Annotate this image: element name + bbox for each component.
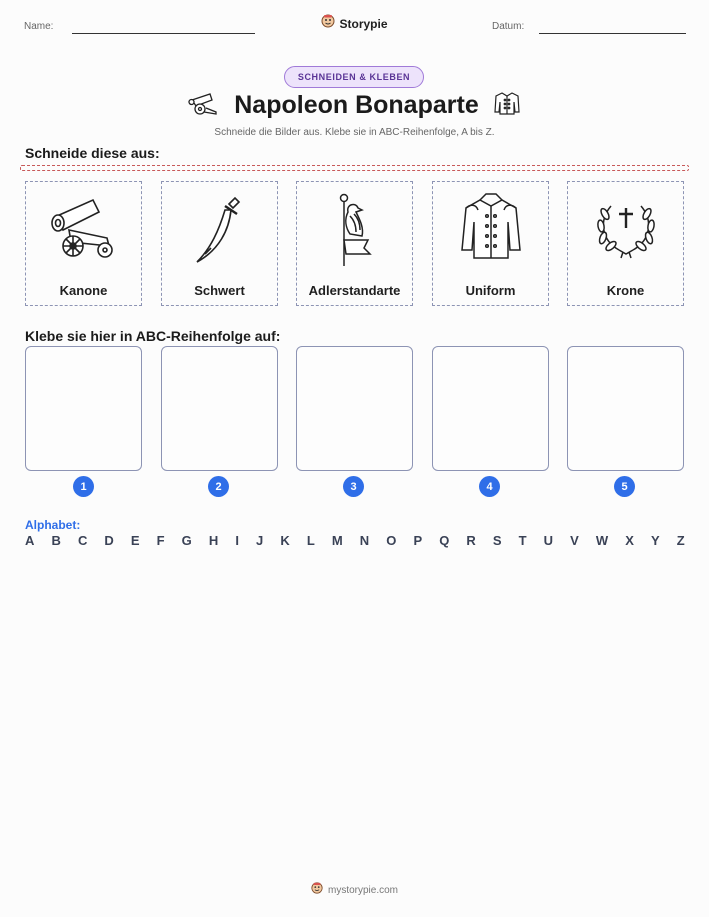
alphabet-letter: T [518,533,527,548]
cut-card-krone[interactable] [567,181,684,306]
alphabet-letter: M [331,533,343,548]
alphabet-letter: W [595,533,609,548]
footer-site-link[interactable]: mystorypie.com [327,884,398,896]
card-label: Krone [606,283,645,298]
alphabet-letter: E [130,533,140,548]
paste-box-3[interactable] [296,346,413,471]
cut-line [20,165,689,171]
alphabet-letter: F [156,533,165,548]
alphabet-letter: I [235,533,239,548]
alphabet-letter: B [51,533,61,548]
alphabet-letter: R [466,533,476,548]
title-row [0,90,709,121]
card-label: Uniform [465,283,516,298]
card-label: Schwert [194,283,245,298]
alphabet-letter: C [77,533,88,548]
card-label: Kanone [59,283,108,298]
alphabet-letter: L [306,533,315,548]
slot-number-4: 4 [479,476,500,497]
alphabet-letter: Y [650,533,660,548]
alphabet-letter: Z [676,533,685,548]
cannon-icon [188,90,220,121]
name-line[interactable] [72,33,255,34]
footer [0,881,709,899]
slot-number-3: 3 [343,476,364,497]
alphabet-letter: P [413,533,423,548]
alphabet-letter: N [359,533,370,548]
name-label: Name: [24,21,54,32]
alphabet-label: Alphabet: [25,518,81,532]
alphabet-letter: H [208,533,219,548]
cut-heading: Schneide diese aus: [25,145,160,161]
eagle-standard-icon [320,190,390,270]
paste-box-4[interactable] [432,346,549,471]
alphabet-row [25,533,685,548]
cut-card-adlerstandarte[interactable] [296,181,413,306]
slot-number-5: 5 [614,476,635,497]
paste-box-1[interactable] [25,346,142,471]
paste-box-2[interactable] [161,346,278,471]
storypie-logo-icon [321,14,335,33]
alphabet-letter: G [181,533,192,548]
brand [0,14,709,33]
brand-name: Storypie [339,16,388,31]
page-title: Napoleon Bonaparte [234,91,479,119]
storypie-logo-icon [311,881,323,899]
instructions: Schneide die Bilder aus. Klebe sie in ABC-Reihenfolge, A bis Z. [214,127,495,138]
uniform-icon [456,190,526,270]
date-line[interactable] [539,33,686,34]
paste-heading: Klebe sie hier in ABC-Reihenfolge auf: [25,328,281,344]
alphabet-letter: S [492,533,502,548]
saber-icon [185,190,255,270]
alphabet-letter: O [386,533,397,548]
alphabet-letter: U [543,533,554,548]
alphabet-letter: J [256,533,264,548]
activity-badge: SCHNEIDEN & KLEBEN [284,66,424,88]
cannon-icon [49,190,119,270]
slot-number-2: 2 [208,476,229,497]
alphabet-letter: A [25,533,35,548]
cut-card-schwert[interactable] [161,181,278,306]
cut-card-uniform[interactable] [432,181,549,306]
card-label: Adlerstandarte [308,283,401,298]
alphabet-letter: D [104,533,114,548]
cut-card-kanone[interactable] [25,181,142,306]
slot-number-1: 1 [73,476,94,497]
paste-box-5[interactable] [567,346,684,471]
alphabet-letter: X [625,533,634,548]
laurel-wreath-icon [591,190,661,270]
date-label: Datum: [492,21,525,32]
alphabet-letter: Q [439,533,450,548]
uniform-icon [493,90,521,121]
alphabet-letter: V [570,533,579,548]
alphabet-letter: K [280,533,290,548]
